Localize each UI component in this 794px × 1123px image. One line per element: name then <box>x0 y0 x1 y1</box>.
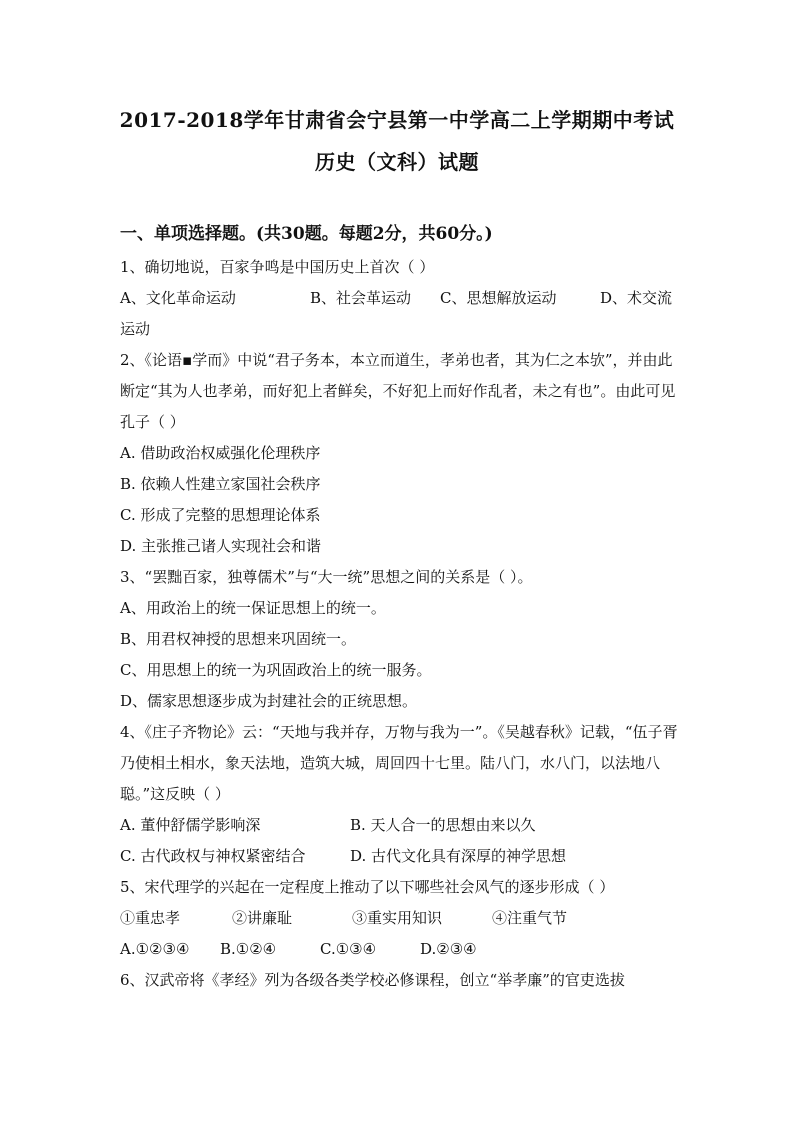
option-b: B. 依赖人性建立家国社会秩序 <box>120 475 321 493</box>
question-5-items <box>120 903 680 934</box>
exam-subtitle: 历史（文科）试题 <box>315 150 479 174</box>
option-d: D. 古代文化具有深厚的神学思想 <box>350 847 567 865</box>
option-c: C、用思想上的统一为巩固政治上的统一服务。 <box>120 661 432 679</box>
item-1: ①重忠孝 <box>120 909 181 927</box>
option-c: C. 形成了完整的思想理论体系 <box>120 506 321 524</box>
option-b: B.①②④ <box>220 940 277 958</box>
option-a: A.①②③④ <box>120 940 190 958</box>
option-c: C.①③④ <box>320 940 377 958</box>
option-a: A、文化革命运动 <box>120 289 236 307</box>
question-4-stem: 4、《庄子齐物论》云：“天地与我并存，万物与我为一”。《吴越春秋》记载，“伍子胥乃使相土相水，象天法地，造筑大城，周回四十七里。陆八门，水八门，以法地八聪。”这反映（ ） <box>120 723 678 803</box>
question-2-stem: 2、《论语▪学而》中说“君子务本，本立而道生，孝弟也者，其为仁之本欤”，并由此断定“其为人也孝弟，而好犯上者鲜矣，不好犯上而好作乱者，未之有也”。由此可见孔子（ ） <box>120 351 676 431</box>
question-6-stem: 6、汉武帝将《孝经》列为各级各类学校必修课程，创立“举孝廉”的官吏选拔 <box>120 971 625 989</box>
question-1-options <box>120 283 680 314</box>
option-b: B. 天人合一的思想由来以久 <box>350 816 536 834</box>
option-d: D.②③④ <box>420 940 477 958</box>
option-d: D. 主张推己诸人实现社会和谐 <box>120 537 322 555</box>
item-2: ②讲廉耻 <box>232 909 293 927</box>
question-5-options <box>120 934 680 965</box>
option-d-continuation: 运动 <box>120 320 151 338</box>
question-1-stem: 1、确切地说，百家争鸣是中国历史上首次（ ） <box>120 258 435 276</box>
question-4-options-ab <box>120 810 680 841</box>
option-b: B、用君权神授的思想来巩固统一。 <box>120 630 357 648</box>
option-c: C. 古代政权与神权紧密结合 <box>120 847 306 865</box>
question-list <box>120 252 680 996</box>
option-a: A. 董仲舒儒学影响深 <box>120 816 261 834</box>
option-a: A. 借助政治权威强化伦理秩序 <box>120 444 321 462</box>
section-heading: 一、单项选择题。(共30题。每题2分，共60分。) <box>120 224 493 244</box>
item-4: ④注重气节 <box>492 909 568 927</box>
item-3: ③重实用知识 <box>352 909 443 927</box>
option-d: D、术交流 <box>600 289 673 307</box>
question-3-stem: 3、“罢黜百家，独尊儒术”与“大一统”思想之间的关系是（ ）。 <box>120 568 533 586</box>
option-c: C、思想解放运动 <box>440 289 557 307</box>
question-4-options-cd <box>120 841 680 872</box>
option-b: B、社会革运动 <box>310 289 412 307</box>
option-d: D、儒家思想逐步成为封建社会的正统思想。 <box>120 692 418 710</box>
question-5-stem: 5、宋代理学的兴起在一定程度上推动了以下哪些社会风气的逐步形成（ ） <box>120 878 615 896</box>
exam-title: 2017-2018学年甘肃省会宁县第一中学高二上学期期中考试 <box>119 108 675 132</box>
option-a: A、用政治上的统一保证思想上的统一。 <box>120 599 386 617</box>
